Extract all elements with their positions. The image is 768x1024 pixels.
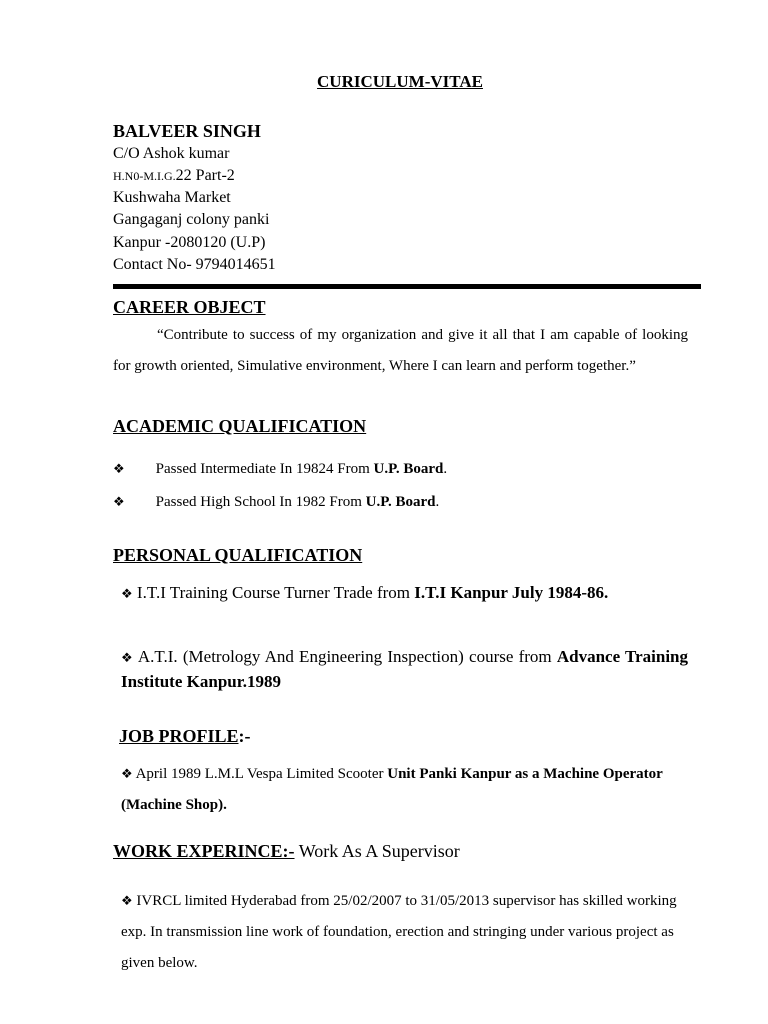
personal-item: ❖ I.T.I Training Course Turner Trade from I.T.I Kanpur July 1984-86. xyxy=(121,583,609,602)
job-item: ❖ April 1989 L.M.L Vespa Limited Scooter Unit Panki Kanpur as a Machine Operator (Machine Shop). xyxy=(121,766,663,813)
job-heading: JOB PROFILE:- xyxy=(119,726,251,746)
market: Kushwaha Market xyxy=(113,189,231,206)
city: Kanpur -2080120 (U.P) xyxy=(113,234,266,251)
personal-heading: PERSONAL QUALIFICATION xyxy=(113,545,363,565)
house-rest: 22 Part-2 xyxy=(175,167,235,184)
bullet-icon: ❖ xyxy=(121,893,133,908)
bullet-icon: ❖ xyxy=(113,461,125,476)
bullet-icon: ❖ xyxy=(113,494,125,509)
bullet-icon: ❖ xyxy=(121,586,133,601)
care-of: C/O Ashok kumar xyxy=(113,145,230,162)
career-text xyxy=(113,320,688,382)
work-subtitle: Work As A Supervisor xyxy=(294,841,460,861)
house-prefix: H.N0-M.I.G. xyxy=(113,169,176,183)
bullet-icon: ❖ xyxy=(121,650,134,665)
work-heading-row xyxy=(113,841,460,862)
academic-item: ❖ Passed Intermediate In 19824 From U.P. Board. xyxy=(113,461,448,477)
career-heading: CAREER OBJECT xyxy=(113,297,266,317)
divider xyxy=(113,284,701,289)
candidate-name: BALVEER SINGH xyxy=(113,121,261,141)
work-heading: WORK EXPERINCE:- xyxy=(113,841,295,861)
bullet-icon: ❖ xyxy=(121,766,133,781)
career-paragraph: “Contribute to success of my organization and give it all that I am capable of looking for growth oriented, Simulative environment, Where I can learn and perform together.” xyxy=(113,327,688,374)
academic-heading: ACADEMIC QUALIFICATION xyxy=(113,416,367,436)
academic-item: ❖ Passed High School In 1982 From U.P. Board. xyxy=(113,494,440,510)
personal-item: ❖ A.T.I. (Metrology And Engineering Inspection) course from Advance Training Institute Kanpur.1989 xyxy=(121,647,688,691)
document-title: CURICULUM-VITAE xyxy=(317,72,483,91)
work-item: ❖ IVRCL limited Hyderabad from 25/02/2007 to 31/05/2013 supervisor has skilled working exp. In transmission line work of foundation, erection and stringing under various project as given below. xyxy=(121,893,677,971)
phone: Contact No- 9794014651 xyxy=(113,256,276,273)
house-number xyxy=(113,165,235,187)
colony: Gangaganj colony panki xyxy=(113,211,270,228)
